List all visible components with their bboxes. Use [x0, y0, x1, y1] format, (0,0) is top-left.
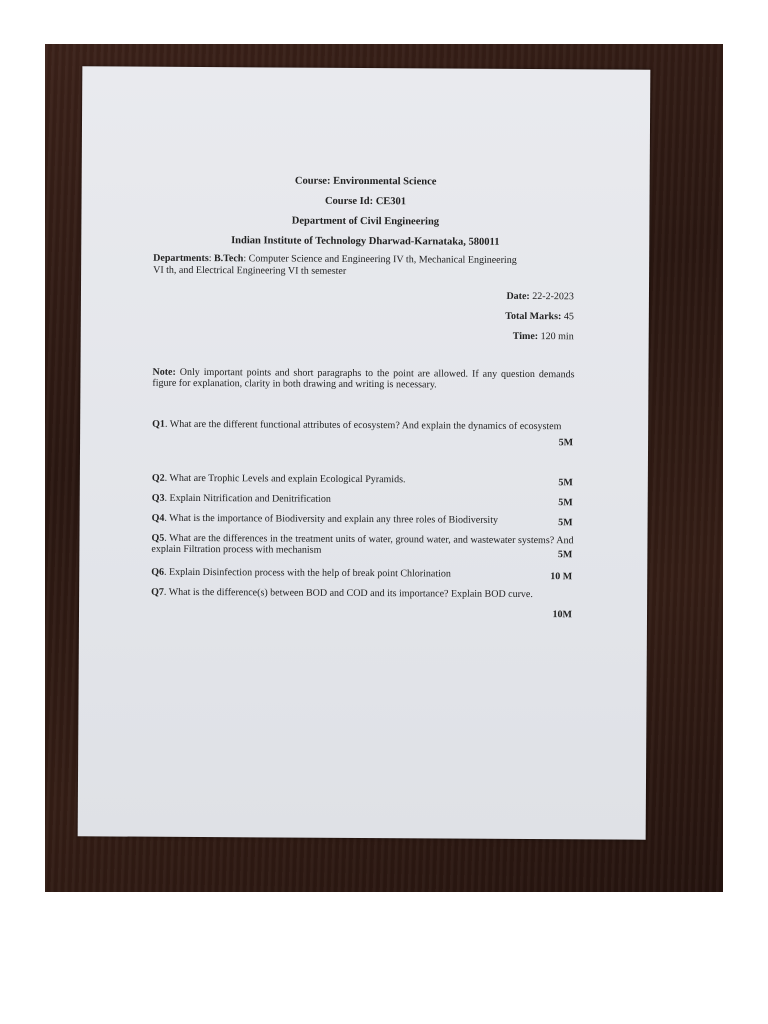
note: [152, 367, 574, 392]
exam-time: [513, 331, 574, 342]
departments-text-1: : Computer Science and Engineering IV th, Mechanical Engineering: [243, 253, 517, 266]
date-label: Date:: [506, 290, 530, 303]
department: Department of Civil Engineering: [291, 215, 440, 228]
course-id: Course Id: CE301: [324, 195, 407, 208]
question-text: . What are Trophic Levels and explain Ecological Pyramids.: [164, 472, 406, 486]
departments-label: Departments: [153, 252, 209, 265]
question-2: [152, 473, 492, 486]
time-label: Time:: [512, 330, 539, 343]
question-1: [152, 419, 574, 433]
question-5-marks: 5M: [557, 549, 573, 561]
question-5: [151, 532, 574, 561]
exam-date: [506, 291, 574, 302]
departments-line-2: VI th, and Electrical Engineering VI th semester: [153, 264, 347, 277]
note-label: Note:: [152, 366, 176, 378]
note-text: Only important points and short paragraphs to the point are allowed. If any question demands figure for explanation, clarity in both drawing and writing is necessary.: [152, 366, 575, 391]
exam-paper: [78, 66, 651, 839]
question-text: . Explain Disinfection process with the help of break point Chlorination: [164, 566, 451, 580]
question-text: . What are the different functional attributes of ecosystem? And explain the dynamics of ecosystem: [164, 418, 562, 433]
time-value: 120 min: [538, 331, 574, 343]
question-3: [152, 493, 492, 506]
question-number: Q4: [151, 512, 165, 524]
question-4-marks: 5M: [558, 517, 573, 529]
date-value: 22-2-2023: [529, 291, 574, 303]
question-number: Q5: [151, 532, 165, 544]
question-1-marks: 5M: [558, 437, 574, 449]
departments-sep: :: [208, 253, 215, 265]
institute: Indian Institute of Technology Dharwad-Karnataka, 580011: [231, 235, 500, 248]
total-marks: [505, 311, 574, 322]
question-6-marks: 10 M: [550, 571, 573, 583]
question-number: Q1: [152, 418, 165, 430]
question-number: Q7: [151, 586, 164, 598]
question-7: [151, 587, 581, 601]
question-6: [151, 567, 531, 580]
question-text: . Explain Nitrification and Denitrification: [164, 492, 331, 505]
question-text: . What is the difference(s) between BOD and COD and its importance? Explain BOD curve.: [163, 586, 533, 601]
question-text: . What are the differences in the treatment units of water, ground water, and wastewater systems? And explain Filtration process with mechanism: [151, 532, 574, 556]
total-marks-label: Total Marks:: [505, 310, 562, 323]
question-number: Q6: [151, 566, 165, 578]
total-marks-value: 45: [561, 311, 574, 323]
question-number: Q3: [151, 492, 165, 504]
question-3-marks: 5M: [558, 497, 573, 509]
desk-photo: [45, 44, 723, 892]
question-4: [152, 513, 552, 526]
course-title: Course: Environmental Science: [294, 175, 437, 188]
question-7-marks: 10M: [552, 609, 573, 621]
question-number: Q2: [151, 472, 165, 484]
departments-line-1: [153, 253, 517, 266]
btech-label: B.Tech: [213, 253, 244, 265]
question-2-marks: 5M: [558, 477, 573, 489]
question-text: . What is the importance of Biodiversity and explain any three roles of Biodiversity: [164, 512, 499, 526]
